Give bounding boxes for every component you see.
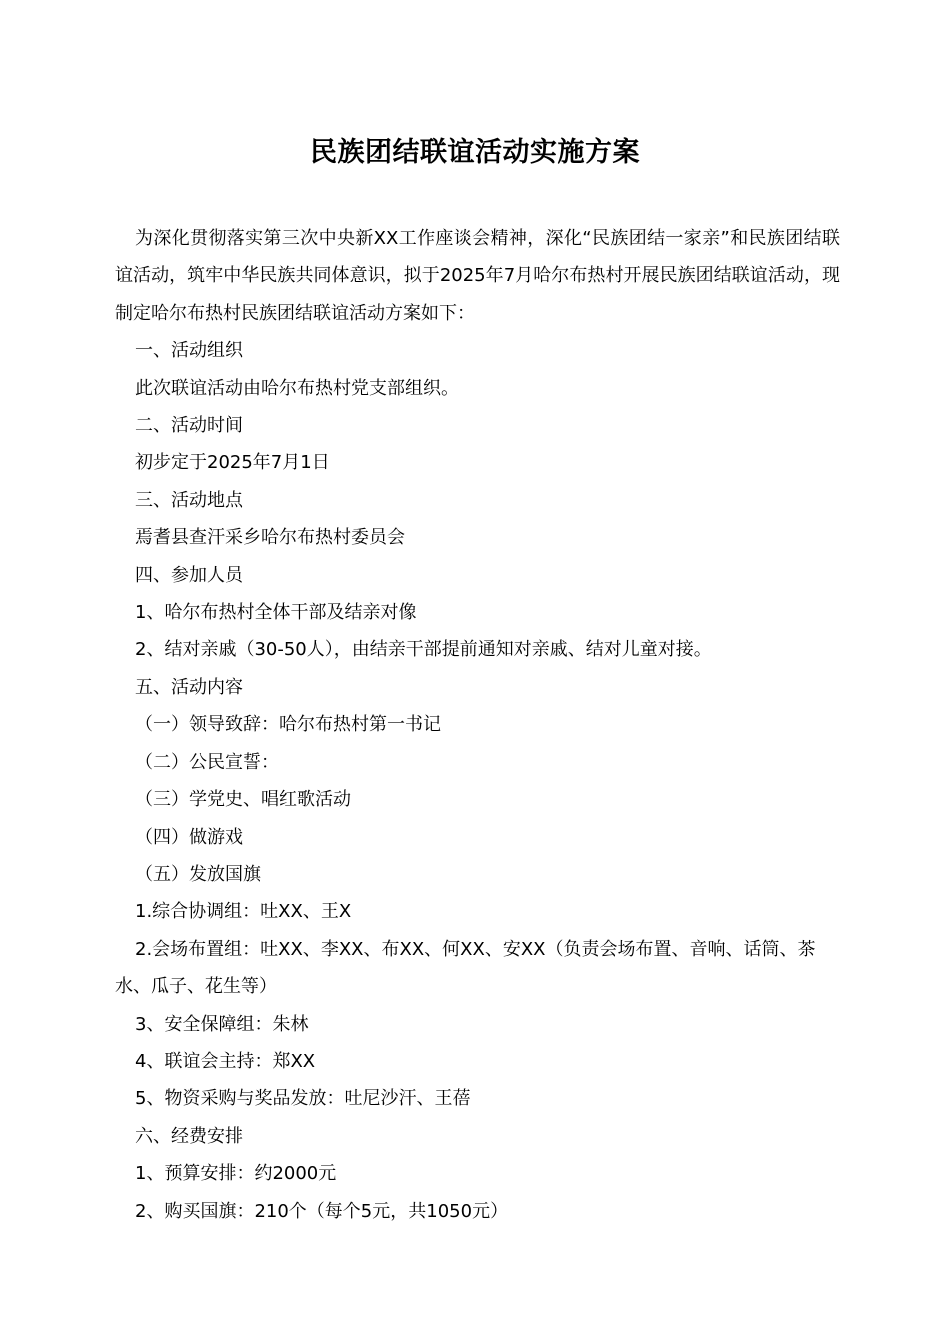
intro-paragraph: 为深化贯彻落实第三次中央新XX工作座谈会精神，深化“民族团结一家亲”和民族团结联谊活动，筑牢中华民族共同体意识，拟于2025年7月哈尔布热村开展民族团结联谊活动，现制定哈尔布热村民族团结联谊活动方案如下：: [115, 228, 840, 324]
list-item: 1.综合协调组：吐XX、王X: [135, 901, 352, 923]
paragraph: 初步定于2025年7月1日: [135, 452, 330, 474]
paragraph: 焉耆县查汗采乡哈尔布热村委员会: [135, 527, 405, 549]
list-item: 2、结对亲戚（30-50人），由结亲干部提前通知对亲戚、结对儿童对接。: [135, 639, 712, 661]
list-item: （三）学党史、唱红歌活动: [135, 789, 351, 811]
list-item: 5、物资采购与奖品发放：吐尼沙汗、王蓓: [135, 1088, 471, 1110]
paragraph: 此次联谊活动由哈尔布热村党支部组织。: [135, 377, 459, 399]
section-heading-content: 五、活动内容: [135, 676, 243, 698]
document-title: 民族团结联谊活动实施方案: [310, 137, 640, 168]
list-item: 2.会场布置组：吐XX、李XX、布XX、何XX、安XX（负责会场布置、音响、话筒、茶水、瓜子、花生等）: [115, 938, 816, 998]
list-item: 1、哈尔布热村全体干部及结亲对像: [135, 602, 417, 624]
section-heading-budget: 六、经费安排: [135, 1125, 243, 1147]
list-item: 3、安全保障组：朱林: [135, 1013, 309, 1035]
list-item: 1、预算安排：约2000元: [135, 1163, 337, 1185]
section-heading-participants: 四、参加人员: [135, 564, 243, 586]
section-heading-location: 三、活动地点: [135, 489, 243, 511]
list-item: 2、购买国旗：210个（每个5元，共1050元）: [135, 1200, 509, 1222]
list-item: 4、联谊会主持：郑XX: [135, 1050, 316, 1072]
document-body: [115, 220, 840, 1230]
section-heading-organization: 一、活动组织: [135, 340, 243, 362]
section-heading-time: 二、活动时间: [135, 415, 243, 437]
list-item: （一）领导致辞：哈尔布热村第一书记: [135, 714, 441, 736]
list-item: （二）公民宣誓：: [135, 751, 279, 773]
list-item: （四）做游戏: [135, 826, 243, 848]
list-item: （五）发放国旗: [135, 863, 261, 885]
